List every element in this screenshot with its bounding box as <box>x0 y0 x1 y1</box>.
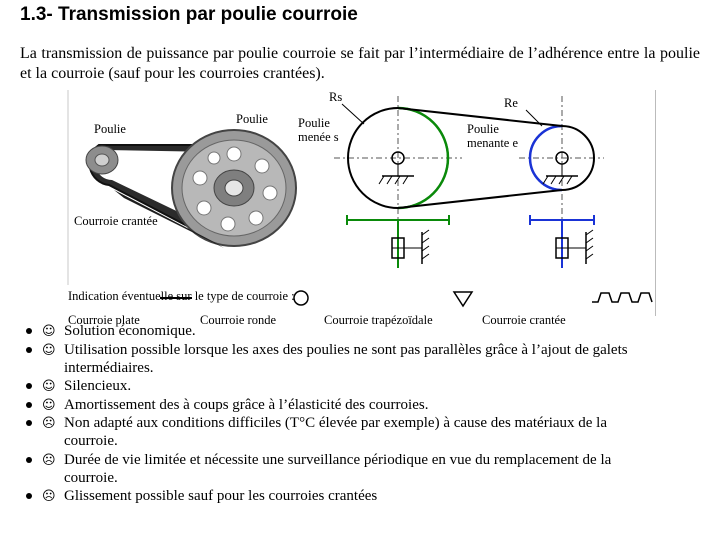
photo-label-courroie: Courroie crantée <box>74 214 158 228</box>
list-item-text: Solution économique. <box>64 323 196 339</box>
list-item-text: Utilisation possible lorsque les axes des poulies ne sont pas parallèles grâce à l’ajout de galets intermédiaires. <box>64 341 628 376</box>
bullet-dot <box>26 383 32 389</box>
legend-item-round: Courroie ronde <box>200 313 277 327</box>
legend-item-flat: Courroie plate <box>68 313 140 327</box>
photo-label-poulie-left: Poulie <box>94 122 126 136</box>
page-title: 1.3- Transmission par poulie courroie <box>20 4 358 25</box>
list-item <box>22 451 662 487</box>
list-item <box>22 414 662 450</box>
figure-drawing <box>64 90 658 318</box>
sad-face-icon: ☹ <box>42 416 56 431</box>
sad-face-icon: ☹ <box>42 452 56 468</box>
list-item-text: Glissement possible sauf pour les courroies crantées <box>64 488 378 504</box>
list-item-text: Durée de vie limitée et nécessite une surveillance périodique en vue du remplacement de la courroie. <box>64 451 612 486</box>
figure-right-border <box>655 90 656 316</box>
diagram-label-rs: Rs <box>329 90 343 104</box>
bullet-dot <box>26 402 32 408</box>
list-item <box>22 487 662 505</box>
happy-face-icon: ☺ <box>42 324 56 339</box>
diagram-label-re: Re <box>504 96 518 110</box>
bullet-dot <box>26 493 32 499</box>
list-item-text: Amortissement des à coups grâce à l’élasticité des courroies. <box>64 396 429 413</box>
list-item-text: Non adapté aux conditions difficiles (T°C élevée par exemple) à cause des matériaux de la courroie. <box>64 415 608 449</box>
intro-paragraph: La transmission de puissance par poulie courroie se fait par l’intermédiaire de l’adhérence entre la poulie et la courroie (sauf pour les courroies crantées). <box>20 45 700 82</box>
photo-label-poulie-right: Poulie <box>236 112 268 126</box>
sad-face-icon: ☹ <box>42 489 56 504</box>
list-item <box>22 396 662 414</box>
bullet-dot <box>26 420 32 426</box>
list-item <box>22 377 662 395</box>
legend-item-trapezoidal: Courroie trapézoïdale <box>324 313 433 327</box>
bullet-dot <box>26 457 32 463</box>
happy-face-icon: ☺ <box>42 342 56 358</box>
belt-photo <box>86 130 296 248</box>
bullet-dot <box>26 347 32 353</box>
diagram-label-poulie-menante: Poulie menante e <box>467 122 519 150</box>
bullet-dot <box>26 328 32 334</box>
belt-type-legend <box>68 289 658 327</box>
list-item <box>22 322 662 340</box>
pros-cons-list <box>22 322 662 506</box>
belt-pulley-figure <box>64 90 658 327</box>
happy-face-icon: ☺ <box>42 397 56 413</box>
legend-item-toothed: Courroie crantée <box>482 313 566 327</box>
list-item <box>22 341 662 377</box>
happy-face-icon: ☺ <box>42 379 56 394</box>
list-item-text: Silencieux. <box>64 378 132 394</box>
diagram-label-poulie-menee: Poulie menée s <box>298 116 339 144</box>
legend-heading: Indication éventuelle sur le type de courroie : <box>68 289 295 303</box>
